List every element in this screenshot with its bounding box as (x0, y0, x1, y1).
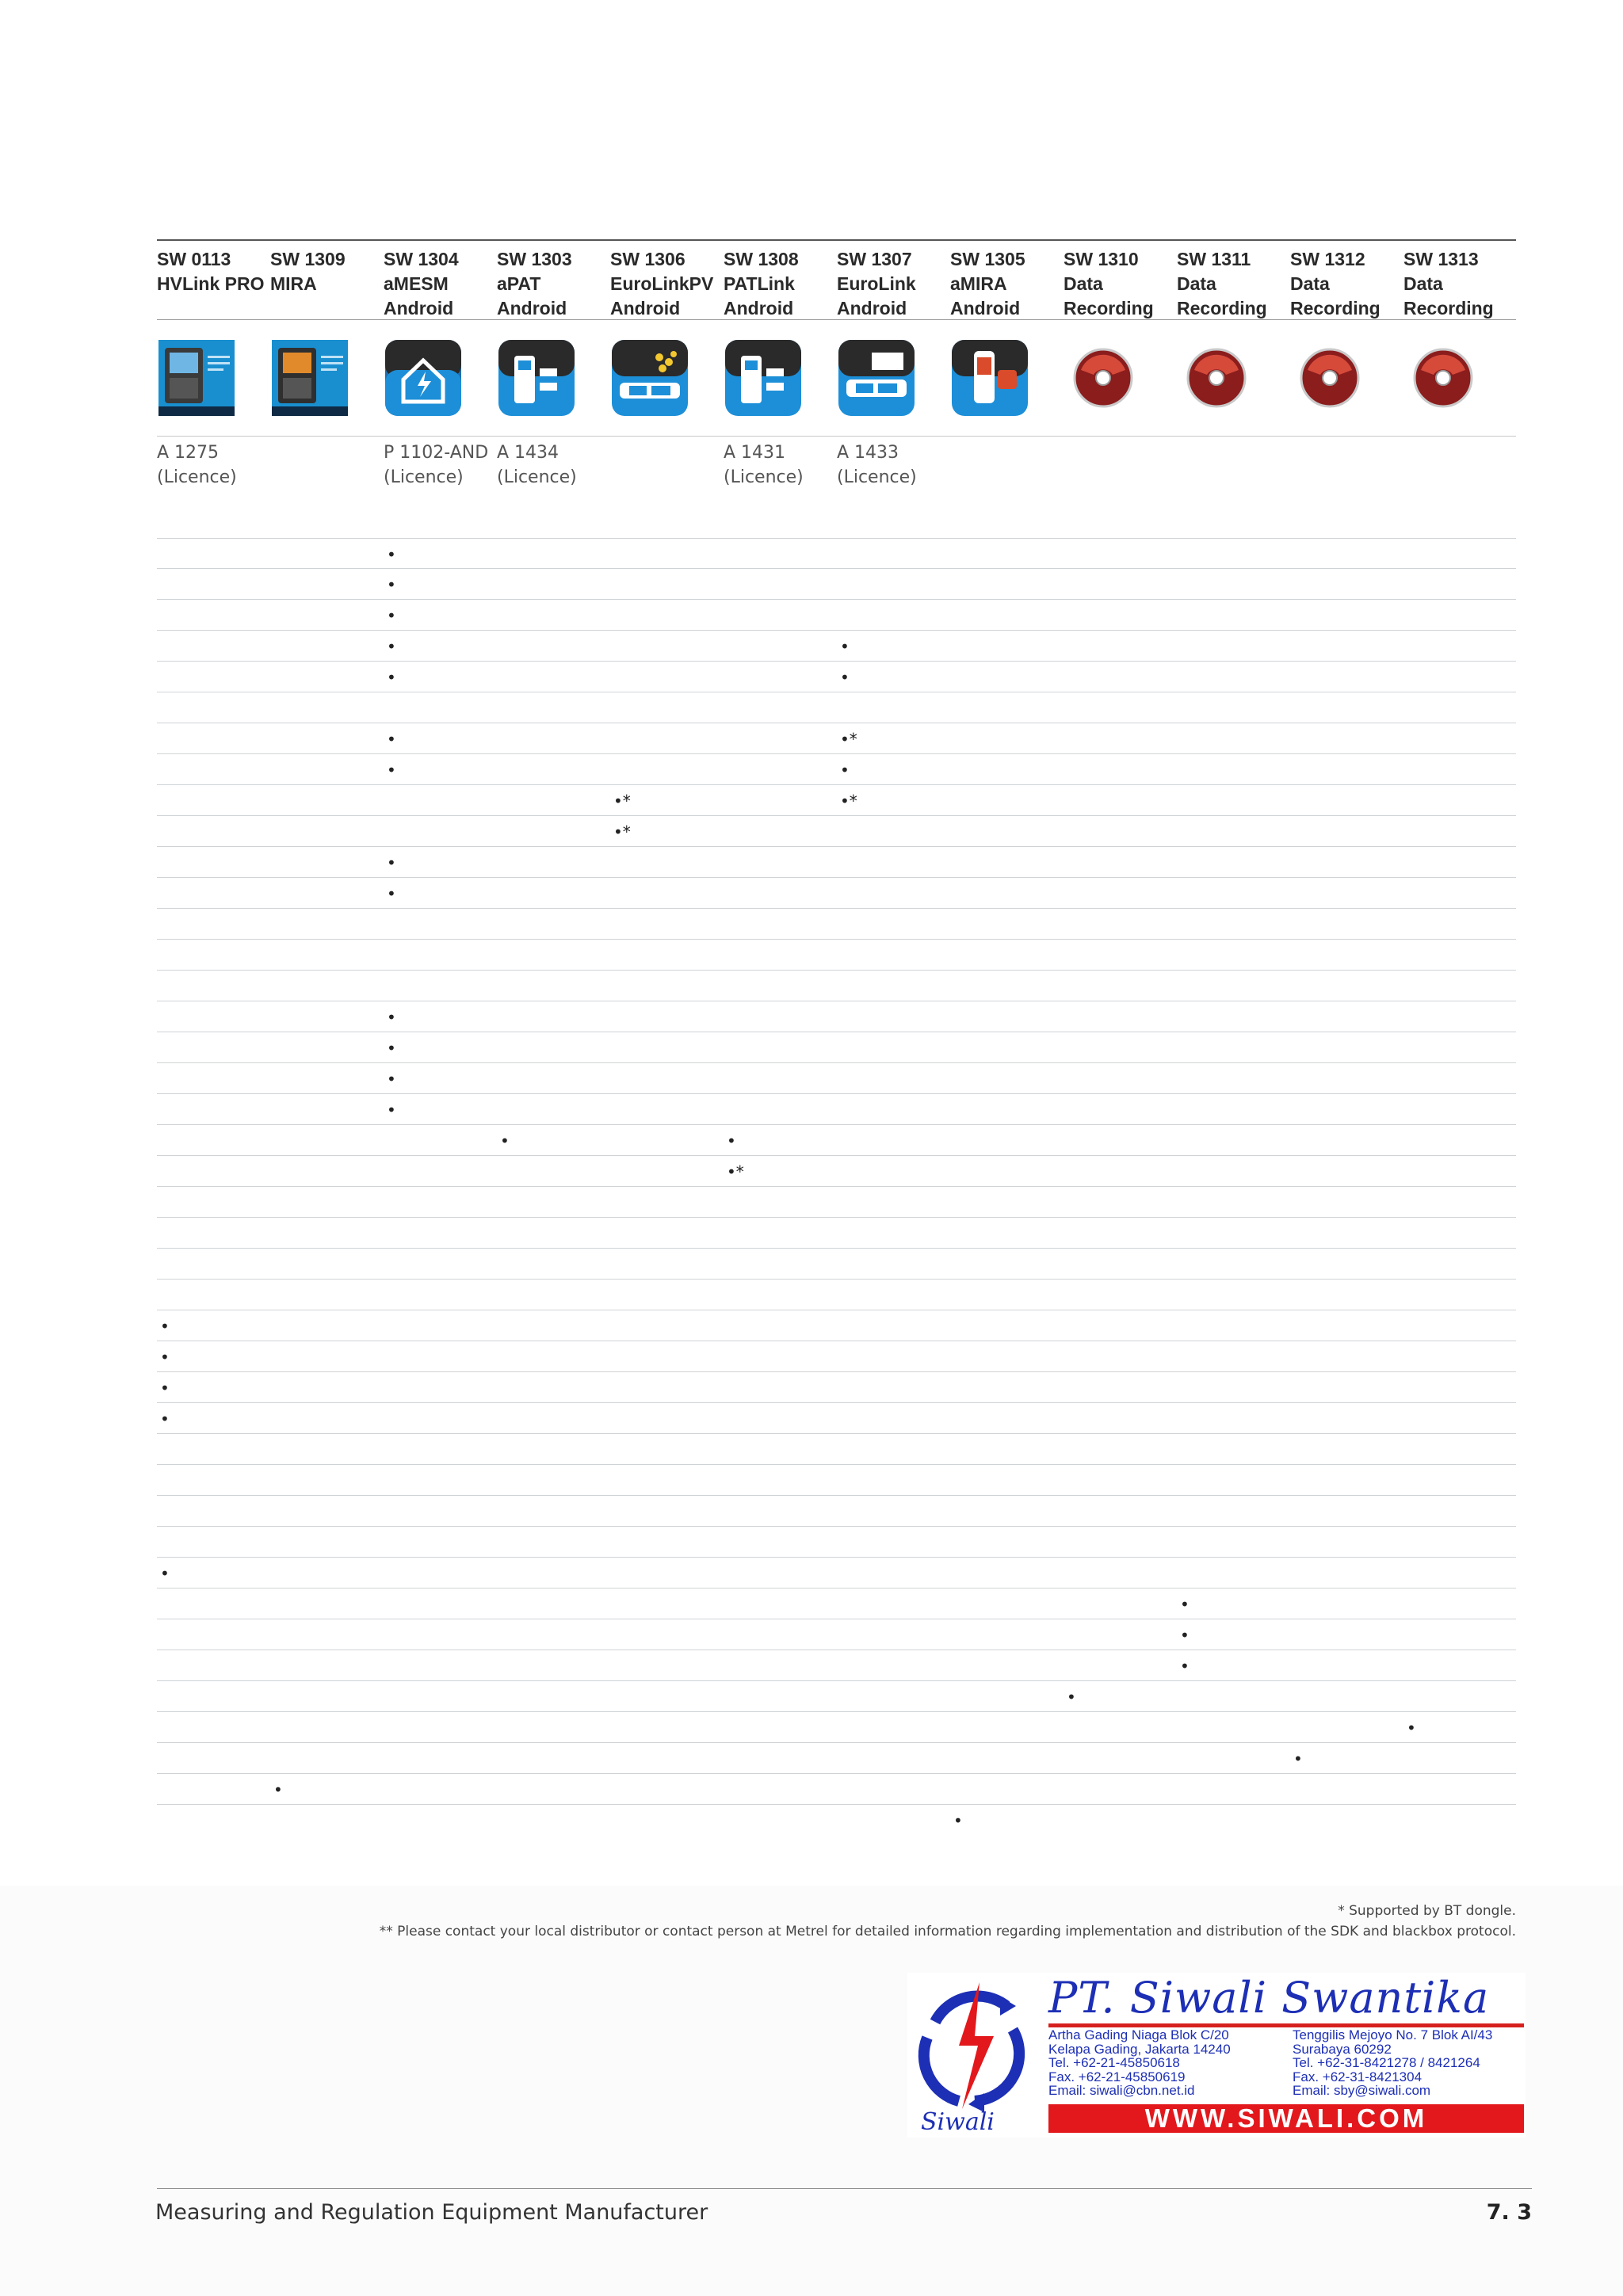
table-row (157, 1094, 1516, 1125)
supported-mark: • (160, 1564, 170, 1583)
supported-mark: • (840, 668, 850, 687)
table-row (157, 971, 1516, 1001)
table-row (157, 1743, 1516, 1774)
table-row (157, 1681, 1516, 1712)
table-row (157, 1249, 1516, 1280)
supported-mark: • (387, 637, 396, 656)
company-name: PT. Siwali Swantika (1048, 1973, 1490, 2023)
licence-cell: A 1431 (Licence) (724, 443, 804, 487)
supported-mark: • (840, 637, 850, 656)
table-row (157, 1496, 1516, 1527)
footnote-sdk: ** Please contact your local distributor or contact person at Metrel for detailed information regarding implementation and distribution of the SDK and blackbox protocol. (379, 1924, 1516, 1939)
supported-mark: • (160, 1317, 170, 1336)
distributor-stamp (907, 1973, 1526, 2138)
eurolink-app-icon (837, 338, 916, 418)
siwali-logo-text: Siwali (921, 2108, 995, 2133)
supported-mark: • (387, 1008, 396, 1027)
product-icons-row (157, 338, 1516, 418)
office-jakarta: Artha Gading Niaga Blok C/20 Kelapa Gading, Jakarta 14240 Tel. +62-21-45850618 Fax. +62-21-45850619 Email: siwali@cbn.net.id (1048, 2027, 1231, 2098)
mira-product-icon (270, 338, 349, 418)
page-number: 7. 3 (1486, 2200, 1532, 2225)
table-row (157, 1280, 1516, 1310)
supported-mark: • (160, 1348, 170, 1367)
table-row (157, 538, 1516, 569)
licence-cell: P 1102-AND (Licence) (384, 443, 489, 487)
supported-mark: • (387, 668, 396, 687)
supported-mark: • (1293, 1749, 1303, 1768)
column-header: SW 1304 aMESM Android (384, 249, 459, 318)
supported-mark: • (387, 853, 396, 872)
table-row (157, 1465, 1516, 1496)
column-header: SW 1313 Data Recording (1403, 249, 1494, 318)
table-row (157, 692, 1516, 723)
table-row (157, 1063, 1516, 1094)
trailing-marks (157, 1805, 1516, 1836)
table-row (157, 1125, 1516, 1156)
supported-mark: • (840, 761, 850, 780)
table-row (157, 1032, 1516, 1063)
table-row (157, 847, 1516, 878)
table-row (157, 569, 1516, 600)
table-top-rule (157, 239, 1516, 241)
supported-mark: • (387, 884, 396, 903)
licence-cell: A 1433 (Licence) (837, 443, 917, 487)
column-header: SW 0113 HVLink PRO (157, 249, 265, 294)
supported-mark: • (1180, 1595, 1190, 1614)
table-row (157, 785, 1516, 816)
column-header: SW 1305 aMIRA Android (950, 249, 1025, 318)
table-row (157, 631, 1516, 662)
column-header: SW 1308 PATLink Android (724, 249, 799, 318)
table-row (157, 1310, 1516, 1341)
table-row (157, 1434, 1516, 1465)
table-row (157, 1001, 1516, 1032)
table-row (157, 1589, 1516, 1619)
column-headers (157, 247, 1516, 320)
table-row (157, 662, 1516, 692)
supported-bt-mark: •* (840, 791, 857, 810)
table-row (157, 723, 1516, 754)
siwali-logo-icon (911, 1974, 1038, 2133)
supported-bt-mark: •* (727, 1162, 744, 1181)
table-row (157, 1372, 1516, 1403)
supported-mark: • (1407, 1718, 1416, 1737)
supported-bt-mark: •* (840, 730, 857, 749)
footer-rule (157, 2188, 1532, 2189)
cd-icon (1403, 338, 1483, 418)
column-header: SW 1312 Data Recording (1290, 249, 1381, 318)
table-row (157, 1619, 1516, 1650)
table-row (157, 1712, 1516, 1743)
supported-mark: • (387, 606, 396, 625)
table-row (157, 1187, 1516, 1218)
supported-mark: • (1180, 1657, 1190, 1676)
apat-app-icon (497, 338, 576, 418)
office-surabaya: Tenggilis Mejoyo No. 7 Blok AI/43 Surabaya 60292 Tel. +62-31-8421278 / 8421264 Fax. +62-31-8421304 Email: sby@siwali.com (1293, 2027, 1493, 2098)
supported-mark: • (273, 1780, 283, 1799)
supported-bt-mark: •* (613, 791, 631, 810)
column-header: SW 1307 EuroLink Android (837, 249, 916, 318)
supported-mark: • (387, 1039, 396, 1058)
table-row (157, 1341, 1516, 1372)
supported-mark: • (387, 1100, 396, 1119)
feature-rows (157, 538, 1516, 1805)
licence-cell: A 1275 (Licence) (157, 443, 237, 487)
table-row (157, 1218, 1516, 1249)
patlink-app-icon (724, 338, 803, 418)
table-row (157, 1805, 1516, 1836)
table-row (157, 1774, 1516, 1805)
supported-mark: • (160, 1409, 170, 1428)
footnote-bt-dongle: * Supported by BT dongle. (1338, 1903, 1516, 1919)
supported-mark: • (1067, 1688, 1076, 1707)
mi-3102h-product-icon (157, 338, 236, 418)
supported-mark: • (387, 761, 396, 780)
supported-mark: • (387, 545, 396, 564)
supported-mark: • (387, 575, 396, 594)
amesm-app-icon (384, 338, 463, 418)
cd-icon (1290, 338, 1369, 418)
footer-tagline: Measuring and Regulation Equipment Manufacturer (155, 2200, 708, 2225)
eurolinkpv-app-icon (610, 338, 689, 418)
header-rule (157, 319, 1516, 320)
table-row (157, 878, 1516, 909)
table-row (157, 1558, 1516, 1589)
supported-mark: • (160, 1379, 170, 1398)
licence-row (157, 441, 1516, 496)
supported-mark: • (387, 730, 396, 749)
website-banner[interactable]: WWW.SIWALI.COM (1048, 2104, 1524, 2133)
supported-mark: • (387, 1070, 396, 1089)
supported-mark: • (727, 1131, 736, 1150)
icon-row-rule (157, 436, 1516, 437)
column-header: SW 1306 EuroLinkPV Android (610, 249, 714, 318)
table-row (157, 909, 1516, 940)
table-row (157, 754, 1516, 785)
column-header: SW 1303 aPAT Android (497, 249, 572, 318)
table-row (157, 1156, 1516, 1187)
table-row (157, 1527, 1516, 1558)
supported-mark: • (500, 1131, 510, 1150)
column-header: SW 1310 Data Recording (1064, 249, 1154, 318)
supported-mark: • (1180, 1626, 1190, 1645)
supported-mark: • (953, 1811, 963, 1830)
column-header: SW 1309 MIRA (270, 249, 346, 294)
cd-icon (1064, 338, 1143, 418)
column-header: SW 1311 Data Recording (1177, 249, 1267, 318)
table-row (157, 816, 1516, 847)
table-row (157, 940, 1516, 971)
supported-bt-mark: •* (613, 822, 631, 841)
table-row (157, 1403, 1516, 1434)
table-row (157, 1650, 1516, 1681)
table-row (157, 600, 1516, 631)
amira-app-icon (950, 338, 1029, 418)
licence-cell: A 1434 (Licence) (497, 443, 577, 487)
cd-icon (1177, 338, 1256, 418)
